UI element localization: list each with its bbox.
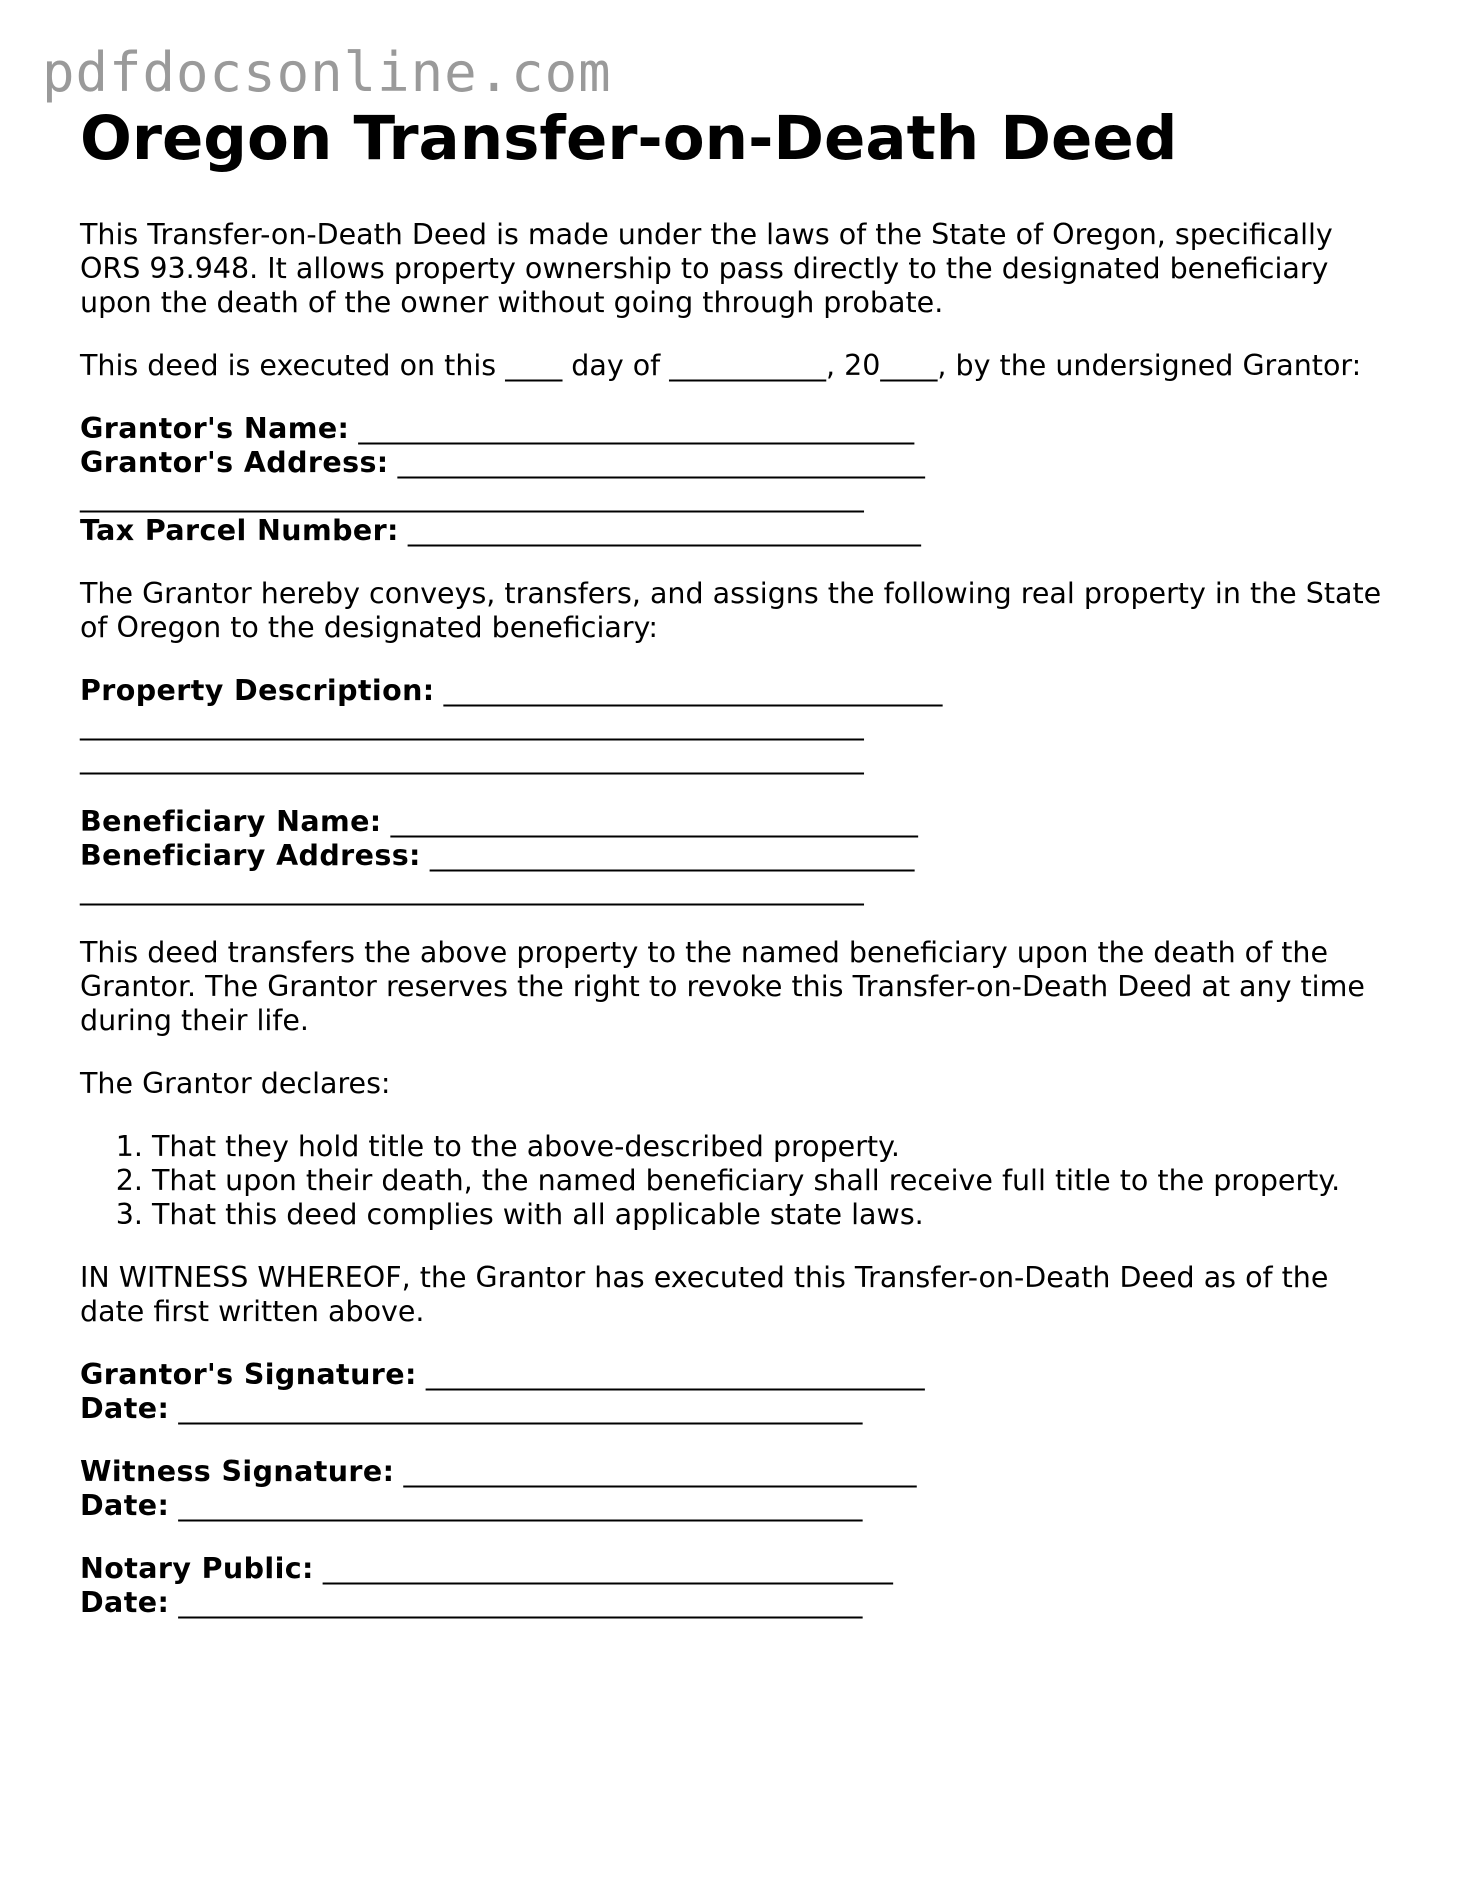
property-description-field[interactable]: ___________________________________ [443,674,943,707]
grantor-date-row [80,1392,1400,1426]
grantor-address-label: Grantor's Address: [80,446,389,479]
grantor-section [80,412,1400,548]
property-description-field-3[interactable]: _______________________________________________________ [80,742,864,775]
page-title: Oregon Transfer-on-Death Deed [80,103,1178,174]
beneficiary-address-field-2[interactable]: _______________________________________________________ [80,873,864,906]
grantor-address-row [80,446,1400,480]
grantor-name-field[interactable]: _______________________________________ [358,412,915,445]
witness-date-row [80,1489,1400,1523]
beneficiary-address-row [80,839,1400,873]
declarations-list [80,1130,1400,1232]
notary-date-row [80,1586,1400,1620]
tax-parcel-row [80,514,1400,548]
beneficiary-name-label: Beneficiary Name: [80,805,382,838]
grantor-signature-field[interactable]: ___________________________________ [425,1358,925,1391]
watermark-logo: pdfdocsonline.com [42,41,612,104]
notary-date-label: Date: [80,1586,170,1619]
declaration-item: 1. That they hold title to the above-described property. [152,1130,1400,1164]
notary-row [80,1552,1400,1586]
witness-signature-row [80,1455,1400,1489]
grantor-name-label: Grantor's Name: [80,412,350,445]
intro-paragraph: This Transfer-on-Death Deed is made under the laws of the State of Oregon, specifically ORS 93.948. It allows property ownership to pass directly to the designated beneficiary upon the death of the owner without going through probate. [80,218,1333,319]
beneficiary-name-row [80,805,1400,839]
property-description-row [80,674,1400,708]
beneficiary-section [80,805,1400,907]
notary-date-field[interactable]: ________________________________________________ [178,1586,863,1619]
notary-label: Notary Public: [80,1552,314,1585]
declares-intro: The Grantor declares: [80,1067,391,1100]
tax-parcel-field[interactable]: ____________________________________ [407,514,921,547]
property-description-field-2[interactable]: _______________________________________________________ [80,708,864,741]
property-description-row-2 [80,708,1400,742]
property-section [80,674,1400,776]
witness-date-label: Date: [80,1489,170,1522]
witness-signature-label: Witness Signature: [80,1455,395,1488]
declaration-item: 3. That this deed complies with all applicable state laws. [152,1198,1400,1232]
tax-parcel-label: Tax Parcel Number: [80,514,399,547]
grantor-signature-section [80,1358,1400,1426]
grantor-address-field[interactable]: _____________________________________ [397,446,925,479]
grantor-address-field-2[interactable]: _______________________________________________________ [80,480,864,513]
property-description-label: Property Description: [80,674,435,707]
grantor-signature-row [80,1358,1400,1392]
property-description-row-3 [80,742,1400,776]
executed-line: This deed is executed on this ____ day of ___________, 20____, by the undersigned Grantor: [80,349,1362,382]
convey-paragraph: The Grantor hereby conveys, transfers, and assigns the following real property in the State of Oregon to the designated beneficiary: [80,577,1382,644]
beneficiary-address-field[interactable]: __________________________________ [429,839,915,872]
notary-field[interactable]: ________________________________________ [322,1552,893,1585]
grantor-date-label: Date: [80,1392,170,1425]
document-body [80,104,1400,1649]
beneficiary-address-label: Beneficiary Address: [80,839,421,872]
notary-section [80,1552,1400,1620]
grantor-name-row [80,412,1400,446]
witness-paragraph: IN WITNESS WHEREOF, the Grantor has executed this Transfer-on-Death Deed as of the date first written above. [80,1261,1329,1328]
declaration-item: 2. That upon their death, the named beneficiary shall receive full title to the property. [152,1164,1400,1198]
grantor-address-row-2 [80,480,1400,514]
grantor-date-field[interactable]: ________________________________________________ [178,1392,863,1425]
witness-signature-section [80,1455,1400,1523]
witness-date-field[interactable]: ________________________________________________ [178,1489,863,1522]
beneficiary-address-row-2 [80,873,1400,907]
grantor-signature-label: Grantor's Signature: [80,1358,417,1391]
transfer-paragraph: This deed transfers the above property to the named beneficiary upon the death of the Grantor. The Grantor reserves the right to revoke this Transfer-on-Death Deed at any time during their life. [80,936,1365,1037]
beneficiary-name-field[interactable]: _____________________________________ [390,805,918,838]
witness-signature-field[interactable]: ____________________________________ [403,1455,917,1488]
